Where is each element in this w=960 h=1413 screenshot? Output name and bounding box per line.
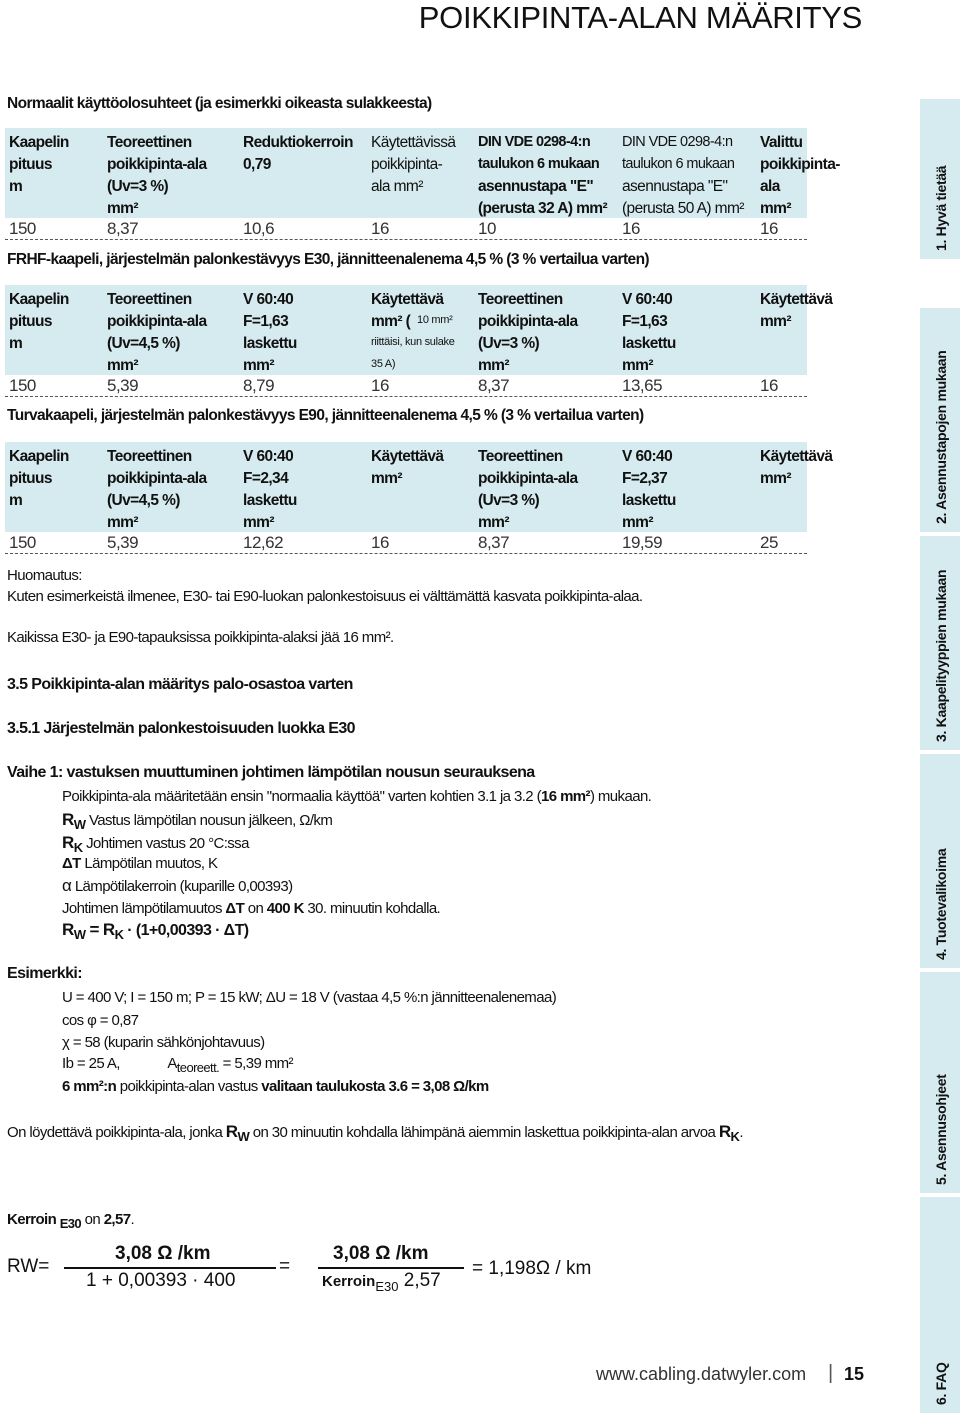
formula-rest: · (1+0,00393 · ΔT) — [123, 922, 249, 939]
table3-header-col-0-line-2: m — [9, 492, 23, 509]
kaikissa-text: Kaikissa E30- ja E90-tapauksissa poikkipinta-alaksi jää 16 mm². — [7, 629, 394, 646]
table1-header-col-2-line-0: Reduktiokerroin — [243, 134, 353, 151]
table3-header-col-5-line-1: F=2,37 — [622, 470, 668, 487]
table2-header-col-0-line-2: m — [9, 335, 23, 352]
table1-header-col-0-line-1: pituus — [9, 156, 52, 173]
table3-header-col-3-line-1: mm² — [371, 470, 402, 487]
formula-den2-b: 2,57 — [398, 1270, 441, 1291]
table1-cell-6: 16 — [760, 219, 778, 238]
table3-header-col-2-line-0: V 60:40 — [243, 448, 294, 465]
table2-note-line-1: riittäisi, kun sulake — [371, 336, 455, 348]
formula-result: = 1,198Ω / km — [472, 1258, 592, 1279]
huomautus-text: Kuten esimerkeistä ilmenee, E30- tai E90-luokan palonkestoisuus ei välttämättä kasvata poikkipinta-alaa. — [7, 588, 643, 605]
table3-header-col-1-line-0: Teoreettinen — [107, 448, 192, 465]
table2-cell-3: 16 — [371, 376, 389, 395]
chapter-tab-4[interactable] — [920, 750, 960, 968]
table3-cell-3: 16 — [371, 533, 389, 552]
frhf-heading: FRHF-kaapeli, järjestelmän palonkestävyys E30, jännitteenalenema 4,5 % (3 % vertailua varten) — [7, 251, 649, 268]
kerroin-c: 2,57 — [103, 1211, 131, 1228]
formula-den2-sub: E30 — [375, 1278, 399, 1294]
vaihe-l1-text: Poikkipinta-ala määritetään ensin "normaalia käyttöä" varten kohtien 3.1 ja 3.2 ( — [62, 788, 542, 805]
vaihe-l1-end: ) mukaan. — [589, 788, 652, 805]
footer-url[interactable]: www.cabling.datwyler.com — [596, 1364, 807, 1384]
table1-header-col-2-line-1: 0,79 — [243, 156, 271, 173]
l5-a: 6 mm²:n — [62, 1078, 117, 1095]
esimerkki-line-3: χ = 58 (kuparin sähkönjohtavuus) — [62, 1034, 265, 1051]
a-subscript: teoreett. — [176, 1060, 220, 1075]
table3-header-col-1-line-2: (Uv=4,5 %) — [107, 492, 180, 509]
ib-text: Ib = 25 A, — [62, 1055, 120, 1072]
chapter-tab-5[interactable] — [920, 968, 960, 1193]
loydetty-rw-sub: W — [237, 1129, 250, 1144]
table3-header-col-0-line-0: Kaapelin — [9, 448, 69, 465]
a-symbol: A — [167, 1055, 177, 1072]
chapter-tab-label: 2. Asennustapojen mukaan — [933, 350, 949, 524]
dt-text: Lämpötilan muutos, K — [84, 855, 218, 872]
table1-header-col-1-line-2: (Uv=3 %) — [107, 178, 169, 195]
table2-header-col-4-line-1: poikkipinta-ala — [478, 313, 578, 330]
formula-rw: R — [62, 920, 74, 939]
rw-text: Vastus lämpötilan nousun jälkeen, Ω/km — [88, 812, 333, 829]
vaihe-heading: Vaihe 1: vastuksen muuttuminen johtimen lämpötilan nousun seurauksena — [7, 764, 535, 781]
table2-cell-2: 8,79 — [243, 376, 275, 395]
footer-separator: | — [828, 1362, 834, 1384]
table3-header-col-0-line-1: pituus — [9, 470, 52, 487]
table3-header-col-2-line-3: mm² — [243, 514, 274, 531]
temp-a: Johtimen lämpötilamuutos — [62, 900, 226, 917]
table3-header-col-1-line-1: poikkipinta-ala — [107, 470, 207, 487]
table1-header-col-4-line-1: taulukon 6 mukaan — [478, 156, 600, 172]
alpha-symbol: α — [62, 876, 72, 895]
chapter-tab-6[interactable] — [920, 1193, 960, 1413]
table1-header-col-6-line-0: Valittu — [760, 134, 803, 151]
table3-header-col-4-line-0: Teoreettinen — [478, 448, 563, 465]
normal-heading: Normaalit käyttöolosuhteet (ja esimerkki oikeasta sulakkeesta) — [7, 95, 432, 112]
footer-page-number: 15 — [844, 1364, 865, 1384]
formula-rk: = R — [85, 920, 115, 939]
chapter-tab-label: 6. FAQ — [933, 1362, 949, 1405]
loydetty-rk: R — [718, 1122, 731, 1141]
table3-cell-2: 12,62 — [243, 533, 284, 552]
chapter-tab-2[interactable] — [920, 304, 960, 532]
vaihe-line-1 — [62, 787, 651, 807]
formula-num2: 3,08 Ω /km — [333, 1243, 429, 1264]
section-3-5-heading: 3.5 Poikkipinta-alan määritys palo-osastoa varten — [7, 676, 353, 693]
rk-symbol: R — [62, 833, 74, 852]
temp-c: on — [244, 900, 267, 917]
table2-header-col-0-line-0: Kaapelin — [9, 291, 69, 308]
table2-header-col-2-line-2: laskettu — [243, 335, 297, 352]
loydetty-rw: R — [225, 1122, 238, 1141]
loydetty-line — [7, 1122, 743, 1147]
esimerkki-line-1: U = 400 V; I = 150 m; P = 15 kW; ΔU = 18 V (vastaa 4,5 %:n jännitteenalenemaa) — [62, 989, 557, 1006]
table1-cell-2: 10,6 — [243, 219, 275, 238]
table1-header-col-3-line-0: Käytettävissä — [371, 134, 456, 151]
table1-header-col-5-line-0: DIN VDE 0298-4:n — [622, 134, 733, 150]
table3-cell-6: 25 — [760, 533, 778, 552]
table1-cell-5: 16 — [622, 219, 640, 238]
chapter-tab-label: 4. Tuotevalikoima — [933, 848, 949, 960]
table3-header-col-4-line-2: (Uv=3 %) — [478, 492, 540, 509]
table2-note-line-2: 35 A) — [371, 358, 396, 370]
table2-header-col-5-line-1: F=1,63 — [622, 313, 668, 330]
table2-header-col-4-line-2: (Uv=3 %) — [478, 335, 540, 352]
formula-den1: 1 + 0,00393 · 400 — [86, 1270, 236, 1291]
formula-num1: 3,08 Ω /km — [115, 1243, 211, 1264]
table2-cell-4: 8,37 — [478, 376, 510, 395]
table3-header-col-2-line-1: F=2,34 — [243, 470, 289, 487]
dt-definition — [62, 854, 217, 874]
chapter-tab-label: 1. Hyvä tietää — [933, 165, 949, 251]
table3-header-col-5-line-3: mm² — [622, 514, 653, 531]
table3-cell-4: 8,37 — [478, 533, 510, 552]
temp-change-line — [62, 899, 440, 919]
table1-header-col-4-line-3: (perusta 32 A) mm² — [478, 200, 608, 217]
rw-definition — [62, 810, 332, 835]
table2-header-col-5-line-0: V 60:40 — [622, 291, 673, 308]
section-3-5-1-heading: 3.5.1 Järjestelmän palonkestoisuuden luokka E30 — [7, 720, 355, 737]
esimerkki-line-4 — [62, 1054, 293, 1078]
table1-header-col-5-line-2: asennustapa "E" — [622, 178, 728, 195]
table1-cell-3: 16 — [371, 219, 389, 238]
table3-cell-1: 5,39 — [107, 533, 139, 552]
table3-header-col-5-line-2: laskettu — [622, 492, 676, 509]
temp-b: ΔT — [225, 900, 245, 917]
table2-header-col-1-line-0: Teoreettinen — [107, 291, 192, 308]
chapter-tab-1[interactable] — [920, 95, 960, 259]
table2-header-col-0-line-1: pituus — [9, 313, 52, 330]
l5-c: valitaan taulukosta 3.6 = 3,08 Ω/km — [261, 1078, 489, 1095]
table1-header-col-6-line-1: poikkipinta- — [760, 156, 840, 173]
loydetty-c: . — [739, 1124, 743, 1141]
table2-header-col-3-line-0: Käytettävä — [371, 291, 444, 308]
turva-heading: Turvakaapeli, järjestelmän palonkestävyys E90, jännitteenalenema 4,5 % (3 % vertailua varten) — [7, 407, 644, 424]
kerroin-b: on — [81, 1211, 104, 1228]
rk-text: Johtimen vastus 20 °C:ssa — [86, 835, 249, 852]
kerroin-a: Kerroin — [7, 1211, 60, 1228]
loydetty-b: on 30 minuutin kohdalla lähimpänä aiemmin laskettua poikkipinta-alan arvoa — [249, 1124, 719, 1141]
table2-header-col-1-line-3: mm² — [107, 357, 138, 374]
alpha-definition — [62, 876, 293, 897]
esimerkki-line-5 — [62, 1077, 489, 1097]
formula-den2-a: Kerroin — [322, 1273, 376, 1290]
table2-cell-6: 16 — [760, 376, 778, 395]
table2-header-col-4-line-0: Teoreettinen — [478, 291, 563, 308]
table3-header-col-1-line-3: mm² — [107, 514, 138, 531]
table3-header-col-4-line-1: poikkipinta-ala — [478, 470, 578, 487]
table2-header-col-2-line-0: V 60:40 — [243, 291, 294, 308]
table1-header-col-0-line-2: m — [9, 178, 23, 195]
formula-den2 — [322, 1270, 441, 1294]
formula-rk-sub: K — [114, 927, 124, 943]
table1-cell-4: 10 — [478, 219, 496, 238]
temp-d: 400 K — [266, 900, 304, 917]
chapter-tab-label: 5. Asennusohjeet — [933, 1074, 949, 1185]
rw-formula — [62, 920, 248, 945]
table3-header-col-6-line-0: Käytettävä — [760, 448, 833, 465]
table1-header-col-6-line-3: mm² — [760, 200, 791, 217]
formula-rw-sub: W — [73, 927, 86, 943]
table3-header-col-5-line-0: V 60:40 — [622, 448, 673, 465]
table2-header-col-4-line-3: mm² — [478, 357, 509, 374]
temp-e: 30. minuutin kohdalla. — [303, 900, 441, 917]
table2-header-col-1-line-1: poikkipinta-ala — [107, 313, 207, 330]
table3-header-col-2-line-2: laskettu — [243, 492, 297, 509]
table2-note-line-0: 10 mm² — [417, 314, 453, 326]
table1-header-col-6-line-2: ala — [760, 178, 780, 195]
table3-header-col-3-line-0: Käytettävä — [371, 448, 444, 465]
rw-symbol: R — [62, 810, 74, 829]
chapter-tab-3[interactable] — [920, 532, 960, 750]
table1-header-col-1-line-0: Teoreettinen — [107, 134, 192, 151]
table2-header-col-3-line-1: mm² ( — [371, 313, 411, 330]
table1-cell-0: 150 — [9, 219, 36, 238]
table2-header-col-6-line-1: mm² — [760, 313, 791, 330]
table1-header-col-3-line-2: ala mm² — [371, 178, 423, 195]
table1-header-col-5-line-3: (perusta 50 A) mm² — [622, 200, 744, 217]
table2-header-col-2-line-3: mm² — [243, 357, 274, 374]
rk-subscript: K — [73, 840, 83, 855]
table1-header-col-3-line-1: poikkipinta- — [371, 156, 443, 173]
esimerkki-line-2: cos φ = 0,87 — [62, 1012, 139, 1029]
alpha-text: Lämpötilakerroin (kuparille 0,00393) — [74, 878, 293, 895]
table2-header-col-2-line-1: F=1,63 — [243, 313, 289, 330]
l5-b: poikkipinta-alan vastus — [116, 1078, 262, 1095]
formula-fraction-line-2 — [318, 1267, 464, 1269]
esimerkki-label: Esimerkki: — [7, 965, 82, 982]
table2-cell-1: 5,39 — [107, 376, 139, 395]
huomautus-label: Huomautus: — [7, 567, 82, 584]
table1-header-col-5-line-1: taulukon 6 mukaan — [622, 156, 735, 172]
kerroin-d: . — [130, 1211, 135, 1228]
formula-eq: = — [279, 1256, 291, 1277]
table1-cell-1: 8,37 — [107, 219, 139, 238]
table2-cell-5: 13,65 — [622, 376, 663, 395]
table1-header-col-1-line-3: mm² — [107, 200, 138, 217]
table3-header-col-4-line-3: mm² — [478, 514, 509, 531]
table1-header-col-4-line-2: asennustapa "E" — [478, 178, 594, 195]
kerroin-line — [7, 1210, 134, 1234]
table3-cell-5: 19,59 — [622, 533, 663, 552]
table2-header-col-6-line-0: Käytettävä — [760, 291, 833, 308]
table2-header-col-1-line-2: (Uv=4,5 %) — [107, 335, 180, 352]
table1-header-col-0-line-0: Kaapelin — [9, 134, 69, 151]
loydetty-rk-sub: K — [730, 1129, 740, 1144]
table3-cell-0: 150 — [9, 533, 36, 552]
chapter-tabs — [920, 95, 960, 1413]
formula-lhs: RW= — [7, 1256, 50, 1277]
kerroin-sub: E30 — [59, 1216, 82, 1231]
table2-cell-0: 150 — [9, 376, 36, 395]
page-title: POIKKIPINTA-ALAN MÄÄRITYS — [418, 0, 862, 35]
table1-header-col-4-line-0: DIN VDE 0298-4:n — [478, 134, 591, 150]
table2-header-col-5-line-2: laskettu — [622, 335, 676, 352]
table1-header-col-1-line-1: poikkipinta-ala — [107, 156, 207, 173]
table3-header-col-6-line-1: mm² — [760, 470, 791, 487]
formula-fraction-line-1 — [64, 1267, 276, 1269]
vaihe-l1-bold: 16 mm² — [541, 788, 590, 805]
rw-subscript: W — [73, 817, 86, 832]
chapter-tab-label: 3. Kaapelityyppien mukaan — [933, 569, 949, 742]
table2-header-col-5-line-3: mm² — [622, 357, 653, 374]
a-value: = 5,39 mm² — [219, 1055, 293, 1072]
dt-symbol: ΔT — [62, 855, 81, 872]
loydetty-a: On löydettävä poikkipinta-ala, jonka — [7, 1124, 226, 1141]
